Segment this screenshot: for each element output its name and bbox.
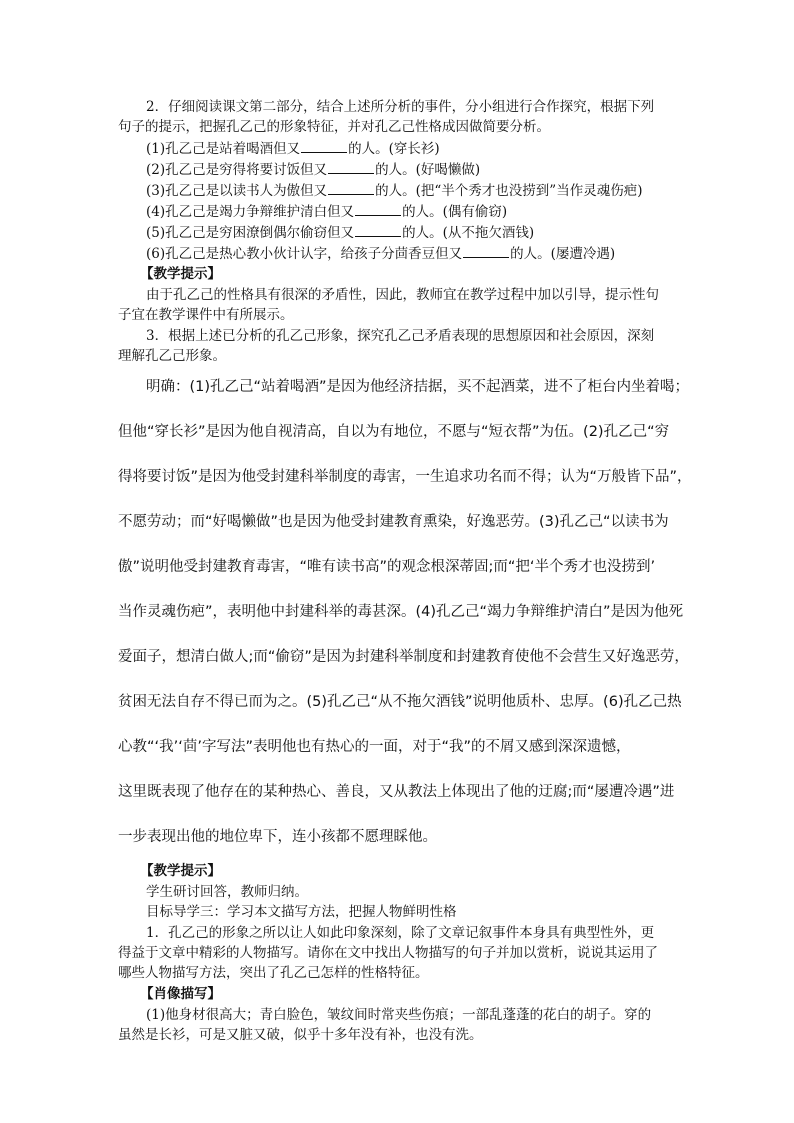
answer-line: 爱面子，想清白做人;而“偷窃”是因为封建科举制度和封建教育使他不会营生又好逸恶劳， [118, 649, 689, 665]
answer-line: 但他“穿长衫”是因为他自视清高，自以为有地位，不愿与“短衣帮”为伍。(2)孔乙己“穷 [118, 424, 670, 440]
portrait-line2: 虽然是长衫，可是又脏又破，似乎十多年没有补，也没有洗。 [118, 1027, 483, 1043]
q2-text-line2: 句子的提示，把握孔乙己的形象特征，并对孔乙己性格成因做简要分析。 [118, 119, 550, 135]
q2-item-1: (1)孔乙己是站着喝酒但又 的人。(穿长衫) [146, 138, 726, 159]
q2-item-3: (3)孔乙己是以读书人为傲但又 的人。(把“半个秀才也没捞到”当作灵魂伤疤) [146, 180, 726, 201]
teaching-hint-text: 学生研讨回答，教师归纳。 [146, 884, 308, 900]
answer-blank[interactable] [301, 138, 347, 153]
q2-item-4: (4)孔乙己是竭力争辩维护清白但又 的人。(偶有偷窃) [146, 201, 726, 222]
teaching-hint-line2: 子宜在教学课件中有所展示。 [118, 307, 294, 323]
q3-line2: 理解孔乙己形象。 [118, 348, 226, 364]
portrait-line1: (1)他身材很高大；青白脸色，皱纹间时常夹些伤痕；一部乱蓬蓬的花白的胡子。穿的 [146, 1007, 652, 1023]
teaching-hint-line1: 由于孔乙己的性格具有很深的矛盾性，因此，教师宜在教学过程中加以引导，提示性句 [146, 287, 659, 303]
goal-q1-line1: 1．孔乙己的形象之所以让人如此印象深刻，除了文章记叙事件本身具有典型性外，更 [146, 925, 655, 941]
answer-blank[interactable] [463, 243, 509, 258]
q2-text-line1: 2．仔细阅读课文第二部分，结合上述所分析的事件，分小组进行合作探究，根据下列 [146, 99, 655, 115]
goal-q1-line3: 哪些人物描写方法，突出了孔乙己怎样的性格特征。 [118, 965, 429, 981]
portrait-label: 【肖像描写】 [140, 986, 221, 1002]
answer-blank[interactable] [355, 201, 401, 216]
answer-line: 这里既表现了他存在的某种热心、善良，又从教法上体现出了他的迂腐;而“屡遭冷遇”进 [118, 784, 675, 800]
answer-line: 当作灵魂伤疤”，表明他中封建科举的毒甚深。(4)孔乙己“竭力争辩维护清白”是因为他死 [118, 604, 684, 620]
answer-line: 得将要讨饭”是因为他受封建科举制度的毒害，一生追求功名而不得；认为“万般皆下品”， [118, 469, 692, 485]
answer-blank[interactable] [355, 222, 401, 237]
teaching-hint-label: 【教学提示】 [140, 266, 221, 282]
q3-line1: 3．根据上述已分析的孔乙己形象，探究孔乙己矛盾表现的思想原因和社会原因，深刻 [146, 328, 655, 344]
q2-item-2: (2)孔乙己是穷得将要讨饭但又 的人。(好喝懒做) [146, 159, 726, 180]
answer-line: 贫困无法自存不得已而为之。(5)孔乙己“从不拖欠酒钱”说明他质朴、忠厚。(6)孔乙己热 [118, 694, 682, 710]
answer-line: 傲”说明他受封建教育毒害，“唯有读书高”的观念根深蒂固;而“把‘半个秀才也没捞到’ [118, 559, 656, 575]
q2-item-6: (6)孔乙己是热心教小伙计认字，给孩子分茴香豆但又 的人。(屡遭冷遇) [146, 243, 726, 264]
q2-item-5: (5)孔乙己是穷困潦倒偶尔偷窃但又 的人。(从不拖欠酒钱) [146, 222, 726, 243]
answer-line: 明确：(1)孔乙己“站着喝酒”是因为他经济拮据，买不起酒菜，进不了柜台内坐着喝； [146, 379, 690, 395]
goal-q1-line2: 得益于文章中精彩的人物描写。请你在文中找出人物描写的句子并加以赏析，说说其运用了 [118, 945, 658, 961]
answer-line: 不愿劳动；而“好喝懒做”也是因为他受封建教育熏染，好逸恶劳。(3)孔乙己“以读书为 [118, 514, 669, 530]
teaching-hint-label: 【教学提示】 [140, 863, 221, 879]
answer-blank[interactable] [328, 159, 374, 174]
answer-line: 一步表现出他的地位卑下，连小孩都不愿理睬他。 [118, 829, 437, 845]
goal-title: 目标导学三：学习本文描写方法，把握人物鲜明性格 [146, 904, 457, 920]
answer-line: 心教“‘我’‘茴’字写法”表明他也有热心的一面，对于“我”的不屑又感到深深遗憾， [118, 739, 631, 755]
answer-blank[interactable] [328, 180, 374, 195]
